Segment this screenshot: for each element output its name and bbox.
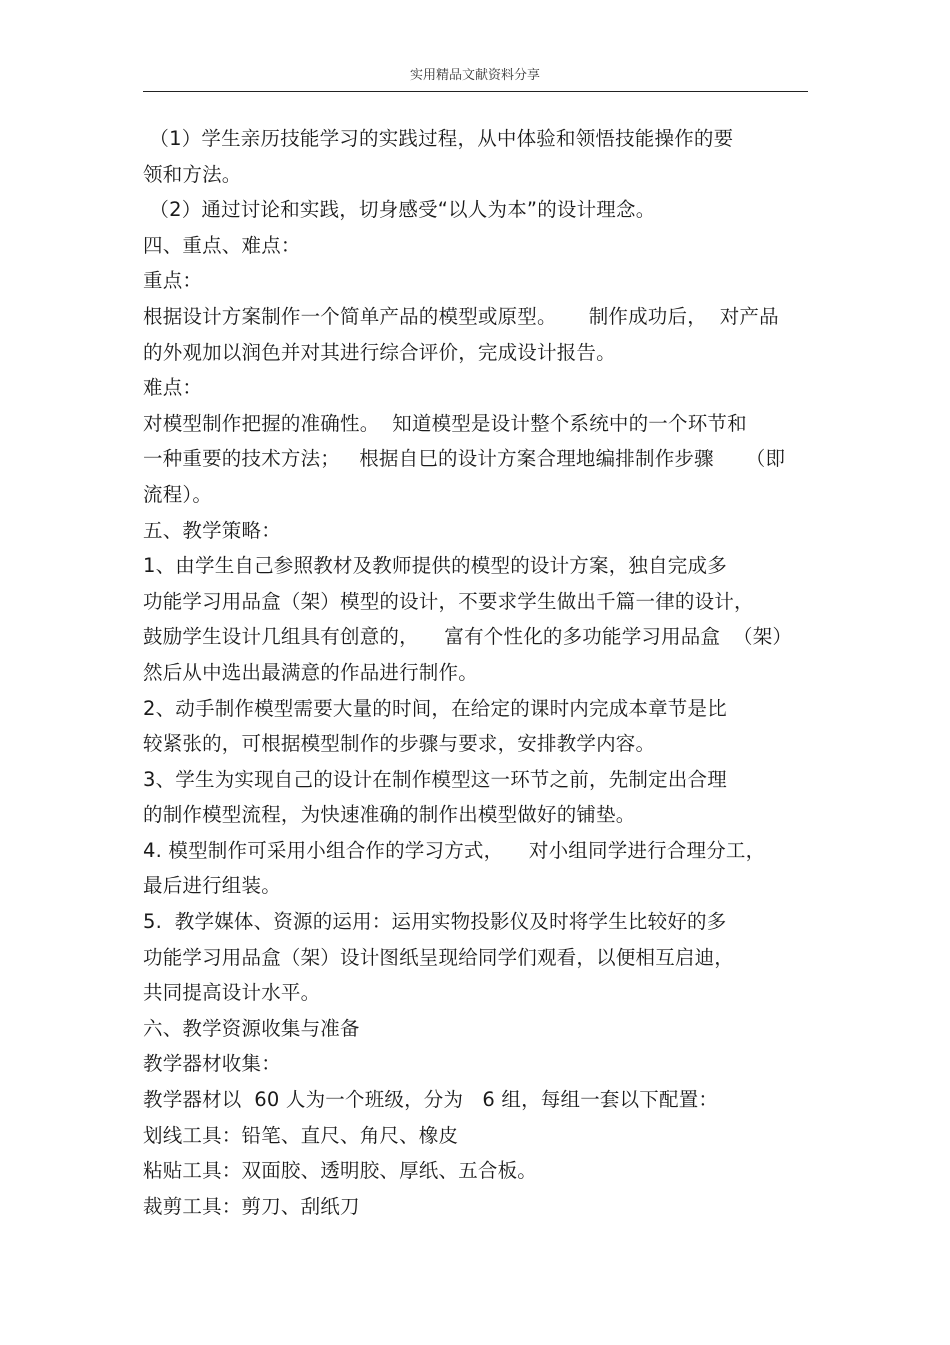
text-line: 领和方法。: [143, 162, 242, 186]
text-line: 最后进行组装。: [143, 874, 281, 898]
header-rule: [143, 91, 808, 92]
text-line: 然后从中选出最满意的作品进行制作。: [143, 660, 478, 684]
section-heading: 四、重点、难点：: [143, 233, 301, 257]
text-line: 粘贴工具：双面胶、透明胶、厚纸、五合板。: [143, 1159, 538, 1183]
text-line: 功能学习用品盒（架）模型的设计，不要求学生做出千篇一律的设计，: [143, 589, 754, 613]
text-line: 对模型制作把握的准确性。 知道模型是设计整个系统中的一个环节和: [143, 411, 747, 435]
text-line: 重点：: [143, 269, 203, 293]
document-body: [143, 121, 813, 1224]
text-line: 划线工具：铅笔、直尺、角尺、橡皮: [143, 1123, 459, 1147]
text-line: 较紧张的，可根据模型制作的步骤与要求，安排教学内容。: [143, 732, 656, 756]
text-line: 难点：: [143, 376, 203, 400]
text-line: 教学器材以 60 人为一个班级，分为 6 组，每组一套以下配置：: [143, 1088, 719, 1112]
text-line: 2、动手制作模型需要大量的时间，在给定的课时内完成本章节是比: [143, 696, 727, 720]
text-line: 4. 模型制作可采用小组合作的学习方式， 对小组同学进行合理分工，: [143, 838, 766, 862]
text-line: 一种重要的技术方法； 根据自巳的设计方案合理地编排制作步骤 （即: [143, 447, 786, 471]
text-line: 教学器材收集：: [143, 1052, 281, 1076]
text-line: 流程）。: [143, 482, 213, 506]
text-line: 功能学习用品盒（架）设计图纸呈现给同学们观看，以便相互启迪，: [143, 945, 735, 969]
text-line: 5. 教学媒体、资源的运用：运用实物投影仪及时将学生比较好的多: [143, 910, 727, 934]
text-line: 1、由学生自己参照教材及教师提供的模型的设计方案，独自完成多: [143, 554, 727, 578]
text-line: 共同提高设计水平。: [143, 981, 321, 1005]
text-line: 根据设计方案制作一个简单产品的模型或原型。 制作成功后， 对产品: [143, 304, 779, 328]
text-line: 裁剪工具：剪刀、刮纸刀: [143, 1194, 360, 1218]
text-line: （2）通过讨论和实践，切身感受“以人为本”的设计理念。: [143, 198, 656, 222]
text-line: 鼓励学生设计几组具有创意的， 富有个性化的多功能学习用品盒 （架）: [143, 625, 793, 649]
text-line: 的制作模型流程，为快速准确的制作出模型做好的铺垫。: [143, 803, 636, 827]
text-line: 的外观加以润色并对其进行综合评价，完成设计报告。: [143, 340, 616, 364]
text-line: 3、学生为实现自己的设计在制作模型这一环节之前，先制定出合理: [143, 767, 727, 791]
section-heading: 六、教学资源收集与准备: [143, 1016, 360, 1040]
text-line: （1）学生亲历技能学习的实践过程，从中体验和领悟技能操作的要: [143, 127, 734, 150]
section-heading: 五、教学策略：: [143, 518, 281, 542]
page-header: 实用精品文献资料分享: [409, 68, 540, 83]
